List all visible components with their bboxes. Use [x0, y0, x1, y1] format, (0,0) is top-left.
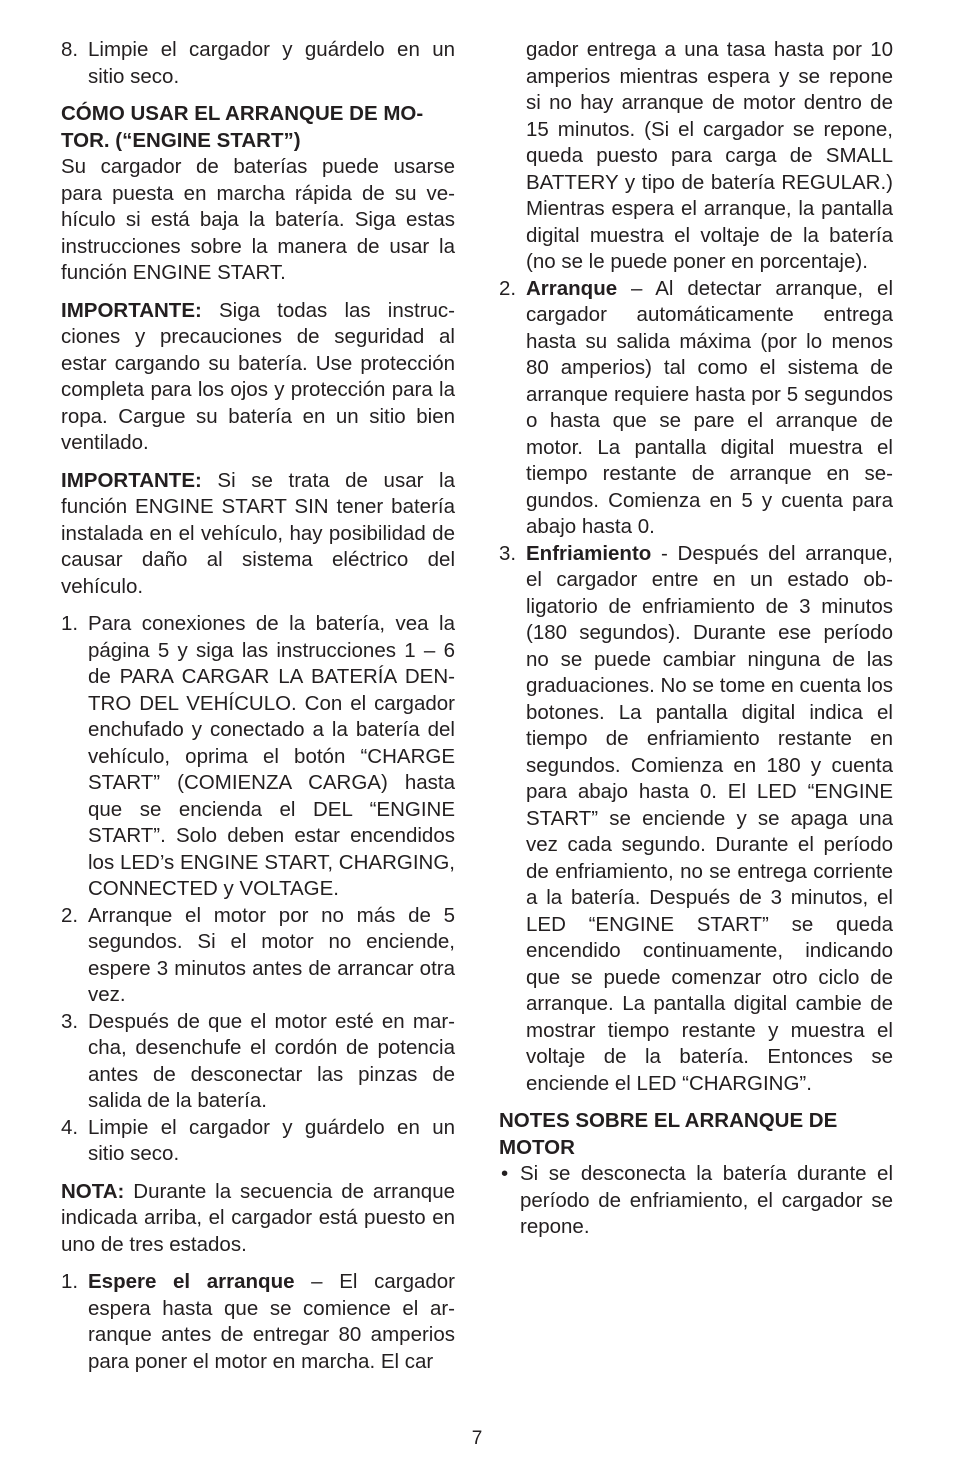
clean-step-list — [61, 37, 455, 90]
list-item — [499, 276, 893, 541]
list-item — [61, 1009, 455, 1115]
list-item-text: Limpie el cargador y guárdelo en un sitio seco. — [88, 38, 455, 88]
section-heading: CÓMO USAR EL ARRANQUE DE MOTOR. (“ENGINE START”) — [61, 102, 424, 152]
list-number: 8. — [61, 38, 79, 61]
state-label: Espere el arranque — [88, 1270, 295, 1293]
list-number: 1. — [61, 1270, 79, 1293]
state-text: gador entrega a una tasa hasta por 10 amperios mientras espera y se repone si no hay arranque de motor dentro de 15 minutos. (Si el cargador se repone, queda puesto para carga de SMALL BATTERY y tipo de batería REGULAR.) Mientras espera el arranque, la pantalla digital muestra el voltaje de la batería (no se le puede poner en porcentaje). — [526, 38, 893, 273]
important-label: IMPORTANTE: — [61, 468, 202, 492]
nota-text: Durante la secuencia de arranque indicada arriba, el cargador está puesto en uno de tres estados. — [61, 1179, 455, 1256]
list-item-text: Arranque el motor por no más de 5 segundos. Si el motor no enciende, espere 3 minutos antes de arrancar otra vez. — [88, 903, 455, 1006]
states-list-start — [61, 1269, 455, 1375]
state-label: Enfriamiento — [526, 541, 652, 565]
state-label: Arranque — [526, 276, 618, 300]
list-item — [61, 611, 455, 903]
notes-heading: NOTES SOBRE EL ARRANQUE DE MOTOR — [499, 1109, 838, 1159]
important-text: Siga todas las instrucciones y precauciones de seguridad al estar cargando su batería. Use protección completa para los ojos y protección para la ropa. Cargue su batería en un sitio bien ventilado. — [61, 298, 455, 454]
list-item — [61, 37, 455, 90]
engine-start-steps — [61, 611, 455, 1168]
list-number: 4. — [61, 1115, 79, 1139]
list-number: 3. — [61, 1009, 79, 1033]
list-number: 2. — [499, 276, 517, 300]
list-number: 1. — [61, 612, 79, 635]
important-paragraph-1 — [61, 298, 455, 457]
important-text: Si se trata de usar la función ENGINE START SIN tener batería instalada en el vehículo, hay posibilidad de causar daño al sistema eléctrico del vehículo. — [61, 468, 455, 598]
list-item-text: Después de que el motor esté en marcha, desenchufe el cordón de potencia antes de desconectar las pinzas de salida de la batería. — [88, 1009, 455, 1112]
important-label: IMPORTANTE: — [61, 298, 202, 322]
left-column — [61, 37, 455, 1386]
list-item — [61, 903, 455, 1009]
list-item-text: Limpie el cargador y guárdelo en un sitio seco. — [88, 1115, 455, 1165]
intro-paragraph: Su cargador de baterías puede usarse para puesta en marcha rápida de su vehículo si está baja la batería. Siga estas instrucciones sobre la manera de usar la función ENGINE START. — [61, 155, 455, 284]
states-list-continued — [499, 37, 893, 1097]
list-number: 3. — [499, 541, 517, 565]
state-text: - Después del arranque, el cargador entre en un estado obligatorio de enfriamiento de 3 minutos (180 segundos). Durante ese período no se puede cambiar ninguna de las graduaciones. No se tome en cuenta los botones. La pantalla digital indica el tiempo de enfriamiento restante en segundos. Comienza en 180 y cuenta para abajo hasta 0. El LED “ENGINE START” se enciende y se apaga una vez cada segundo. Durante el período de enfriamiento, no se entrega corriente a la batería. Después de 3 minutos, el LED “ENGINE START” se queda encendido continuamente, indicando que se puede comenzar otro ciclo de arranque. La pantalla digital cambie de mostrar tiempo restante y muestra el voltaje de la batería. Entonces se enciende el LED “CHARGING”. — [526, 541, 893, 1095]
list-item-text: Para conexiones de la batería, vea la página 5 y siga las instrucciones 1 – 6 de PARA CARGAR LA BATERÍA DENTRO DEL VEHÍCULO. Con el cargador enchufado y conectado a la batería del vehículo, oprima el botón “CHARGE START” (COMIENZA CARGA) hasta que se encienda el DEL “ENGINE START”. Solo deben estar encendidos los LED’s ENGINE START, CHARGING, CONNECTED y VOLTAGE. — [88, 612, 455, 900]
important-paragraph-2 — [61, 468, 455, 601]
list-item — [499, 541, 893, 1098]
list-item — [499, 1161, 893, 1241]
state-text: – El cargador espera hasta que se comience el arranque antes de entregar 80 amperios para poner el motor en marcha. El car — [88, 1270, 456, 1373]
list-item — [61, 1115, 455, 1168]
list-item — [499, 37, 893, 276]
list-number: 2. — [61, 903, 79, 927]
page-number: 7 — [471, 1428, 483, 1449]
bullet-icon: • — [501, 1162, 509, 1185]
right-column — [499, 37, 893, 1252]
notes-list — [499, 1161, 893, 1241]
nota-paragraph — [61, 1179, 455, 1259]
nota-label: NOTA: — [61, 1179, 125, 1203]
list-item — [61, 1269, 455, 1375]
list-item-text: Si se desconecta la batería durante el período de enfriamiento, el cargador se repone. — [520, 1162, 893, 1238]
state-text: – Al detectar arranque, el cargador automáticamente entrega hasta su salida máxima (por lo menos 80 amperios) tal como el sistema de arranque requiere hasta por 5 segundos o hasta que se pare el arranque de motor. La pantalla digital muestra el tiempo restante de arranque en segundos. Comienza en 5 y cuenta para abajo hasta 0. — [526, 276, 893, 538]
